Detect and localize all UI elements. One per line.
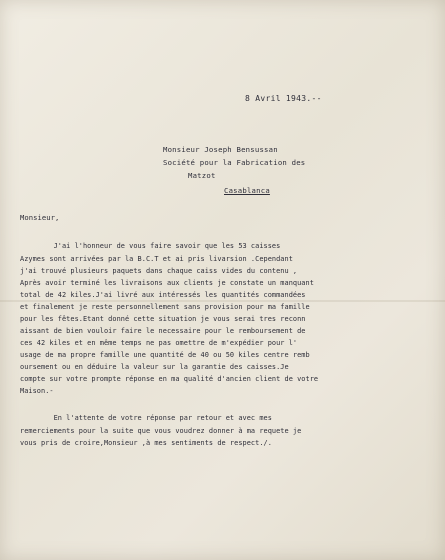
recipient-name: Monsieur Joseph Bensussan xyxy=(163,145,278,154)
recipient-company: Société pour la Fabrication des xyxy=(163,158,306,167)
body-line: aissant de bien vouloir faire le necessaire pour le remboursement de xyxy=(20,327,306,335)
recipient-city: Casablanca xyxy=(224,186,270,195)
closing-line: remerciements pour la suite que vous voudrez donner à ma requete je xyxy=(20,427,302,435)
body-line: Azymes sont arrivées par la B.C.T et ai pris livarsion .Cependant xyxy=(20,255,293,263)
letter-date: 8 Avril 1943.-- xyxy=(245,94,322,103)
body-line: et finalement je reste personnellement sans provision pour ma famille xyxy=(20,303,310,311)
body-line: Maison.- xyxy=(20,387,54,395)
body-line: usage de ma propre famille une quantité de 40 ou 50 kiles centre remb xyxy=(20,351,310,359)
salutation: Monsieur, xyxy=(20,213,60,222)
body-line: oursement ou en déduire la valeur sur la garantie des caisses.Je xyxy=(20,363,289,371)
body-line: J'ai l'honneur de vous faire savoir que les 53 caisses xyxy=(20,242,281,250)
closing-line: vous pris de croire,Monsieur ,à mes sentiments de respect./. xyxy=(20,439,272,447)
body-line: ces 42 kiles et en même temps ne pas omettre de m'expédier pour l' xyxy=(20,339,298,347)
paper-fold xyxy=(0,300,445,302)
body-line: compte sur votre prompte réponse en ma qualité d'ancien client de votre xyxy=(20,375,319,383)
recipient-company-cont: Matzot xyxy=(188,171,216,180)
body-line: pour les fêtes.Etant donné cette situation je vous serai tres reconn xyxy=(20,315,306,323)
body-line: Après avoir terminé les livraisons aux clients je constate un manquant xyxy=(20,279,314,287)
body-line: total de 42 kiles.J'ai livré aux intéressés les quantités commandées xyxy=(20,291,306,299)
body-line: j'ai trouvé plusieurs paquets dans chaque caiss vides du contenu , xyxy=(20,267,298,275)
closing-line: En l'attente de votre réponse par retour et avec mes xyxy=(20,414,272,422)
